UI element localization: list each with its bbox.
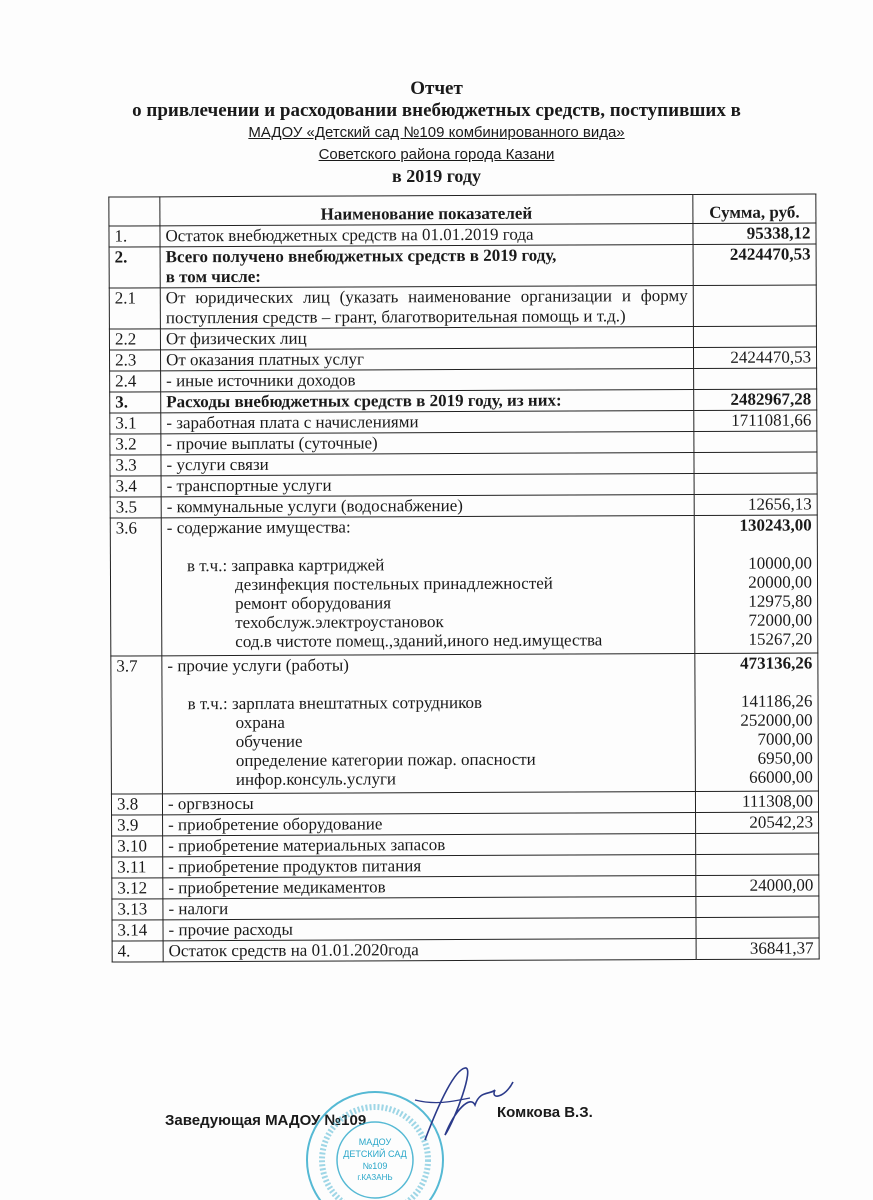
row-label: - содержание имущества: bbox=[166, 517, 351, 538]
row-number: 3.3 bbox=[110, 455, 161, 476]
row-sum: 2424470,53 bbox=[693, 347, 816, 369]
row-number: 2.4 bbox=[110, 371, 161, 392]
row-number: 3.11 bbox=[112, 857, 163, 878]
row-label: От юридических лиц (указать наименование организации и форму поступления средств – грант, благотворительная помощь и т.д.) bbox=[165, 286, 688, 328]
table-row bbox=[109, 285, 816, 329]
row-number: 3.8 bbox=[111, 794, 162, 815]
row-label: - транспортные услуги bbox=[166, 475, 332, 496]
row-label: - коммунальные услуги (водоснабжение) bbox=[166, 496, 463, 517]
sub-item-sum: 15267,20 bbox=[748, 629, 813, 649]
row-number: 1. bbox=[109, 226, 160, 247]
sub-item-sum: 7000,00 bbox=[757, 729, 813, 749]
report-table bbox=[108, 193, 819, 962]
row-label: - налоги bbox=[168, 899, 229, 919]
report-year: в 2019 году bbox=[391, 166, 482, 186]
row-number: 2.1 bbox=[109, 288, 160, 329]
sub-item-label: охрана bbox=[235, 712, 285, 732]
row-sum bbox=[694, 473, 817, 495]
row-label: Всего получено внебюджетных средств в 2019 году, bbox=[165, 245, 557, 267]
row-sum bbox=[696, 917, 819, 939]
row-label: - приобретение материальных запасов bbox=[168, 835, 446, 856]
svg-text:г.КАЗАНЬ: г.КАЗАНЬ bbox=[357, 1173, 393, 1182]
column-sum-header: Сумма, руб. bbox=[693, 194, 816, 224]
row-number: 3.9 bbox=[112, 815, 163, 836]
row-sum: 2424470,53 bbox=[693, 244, 816, 286]
row-label: - иные источники доходов bbox=[166, 370, 356, 391]
sub-item-label: обучение bbox=[235, 731, 303, 751]
svg-text:№109: №109 bbox=[362, 1161, 388, 1171]
row-sum bbox=[694, 368, 817, 390]
row-sum: 20542,23 bbox=[696, 812, 819, 834]
row-sum: 24000,00 bbox=[696, 875, 819, 897]
row-label: От физических лиц bbox=[165, 328, 307, 349]
row-number: 2.3 bbox=[110, 350, 161, 371]
sub-item-sum: 66000,00 bbox=[749, 767, 813, 787]
table-row bbox=[112, 938, 819, 962]
sub-item-label: в т.ч.: заправка картриджей bbox=[186, 555, 385, 576]
sub-item-sum: 141186,26 bbox=[740, 691, 813, 711]
sub-item-label: дезинфекция постельных принадлежностей bbox=[234, 573, 553, 594]
row-sum bbox=[694, 452, 817, 474]
signature bbox=[395, 1060, 515, 1150]
row-label: - приобретение медикаментов bbox=[168, 877, 386, 898]
row-number: 3.7 bbox=[111, 656, 163, 794]
row-label: - заработная плата с начислениями bbox=[166, 412, 419, 433]
row-label: - приобретение оборудование bbox=[168, 814, 383, 835]
row-label: - прочие расходы bbox=[168, 919, 293, 940]
sub-item-label: инфор.консуль.услуги bbox=[235, 769, 397, 789]
row-number: 3.13 bbox=[112, 899, 163, 920]
row-number: 3.10 bbox=[112, 836, 163, 857]
sub-item-label: определение категории пожар. опасности bbox=[235, 749, 536, 770]
table-header bbox=[109, 194, 816, 226]
row-sum: 111308,00 bbox=[695, 791, 818, 813]
row-number: 3.12 bbox=[112, 878, 163, 899]
sub-item-sum: 6950,00 bbox=[757, 748, 813, 768]
row-number: 2. bbox=[109, 247, 160, 288]
sub-item-label: в т.ч.: зарплата внештатных сотрудников bbox=[187, 692, 483, 714]
table-row bbox=[111, 653, 819, 794]
row-sum: 36841,37 bbox=[696, 938, 819, 960]
row-label: Расходы внебюджетных средств в 2019 году, из них: bbox=[166, 390, 562, 412]
row-number: 3.1 bbox=[110, 413, 161, 434]
row-label: Остаток внебюджетных средств на 01.01.2019 года bbox=[165, 224, 534, 246]
row-number: 3.2 bbox=[110, 434, 161, 455]
column-name-header: Наименование показателей bbox=[160, 194, 693, 225]
row-label: - приобретение продуктов питания bbox=[168, 856, 422, 877]
row-number: 3.6 bbox=[110, 518, 162, 656]
row-sum bbox=[696, 833, 819, 855]
row-sum bbox=[694, 431, 817, 453]
row-sum bbox=[693, 285, 816, 327]
sub-item-sum: 72000,00 bbox=[748, 610, 813, 630]
row-sum: 2482967,28 bbox=[694, 389, 817, 411]
row-sum bbox=[696, 854, 819, 876]
row-label: - услуги связи bbox=[166, 454, 269, 475]
row-number: 3.14 bbox=[112, 920, 163, 941]
row-label: От оказания платных услуг bbox=[166, 349, 365, 370]
svg-text:ДЕТСКИЙ САД: ДЕТСКИЙ САД bbox=[343, 1149, 407, 1159]
row-sum bbox=[693, 326, 816, 348]
row-number: 2.2 bbox=[109, 329, 160, 350]
row-number: 3. bbox=[110, 392, 161, 413]
table-row bbox=[109, 244, 816, 288]
row-number: 4. bbox=[112, 941, 163, 962]
row-sum: 12656,13 bbox=[694, 494, 817, 516]
sub-item-sum: 12975,80 bbox=[748, 591, 813, 611]
row-number: 3.5 bbox=[110, 497, 161, 518]
row-number: 3.4 bbox=[110, 476, 161, 497]
row-label: - прочие услуги (работы) bbox=[167, 655, 349, 676]
svg-text:МАДОУ: МАДОУ bbox=[358, 1137, 392, 1147]
sub-item-label: техобслуж.электроустановок bbox=[235, 612, 444, 632]
organization-name: МАДОУ «Детский сад №109 комбинированного вида» bbox=[248, 124, 625, 141]
signatory-name: Комкова В.З. bbox=[497, 1104, 593, 1121]
report-title: Отчет bbox=[410, 78, 463, 99]
row-sum: 1711081,66 bbox=[694, 410, 817, 432]
report-subtitle: о привлечении и расходовании внебюджетных средств, поступивших в bbox=[132, 100, 741, 121]
row-label: Остаток средств на 01.01.2020года bbox=[168, 940, 419, 961]
sub-item-label: сод.в чистоте помещ.,зданий,иного нед.имущества bbox=[235, 630, 603, 651]
row-sum: 473136,26 bbox=[740, 653, 813, 673]
row-label: - оргвзносы bbox=[167, 793, 254, 814]
row-label: - прочие выплаты (суточные) bbox=[166, 433, 378, 454]
district-name: Советского района города Казани bbox=[318, 146, 555, 163]
signatory-position: Заведующая МАДОУ №109 bbox=[165, 1112, 367, 1129]
sub-item-sum: 10000,00 bbox=[748, 553, 812, 573]
row-sum bbox=[696, 896, 819, 918]
row-label-cont: в том числе: bbox=[165, 266, 261, 287]
sub-item-sum: 20000,00 bbox=[748, 572, 813, 592]
sub-item-label: ремонт оборудования bbox=[235, 593, 392, 613]
table-row bbox=[110, 515, 818, 656]
sub-item-sum: 252000,00 bbox=[740, 710, 813, 730]
row-sum: 130243,00 bbox=[739, 515, 812, 535]
row-sum: 95338,12 bbox=[693, 223, 816, 245]
